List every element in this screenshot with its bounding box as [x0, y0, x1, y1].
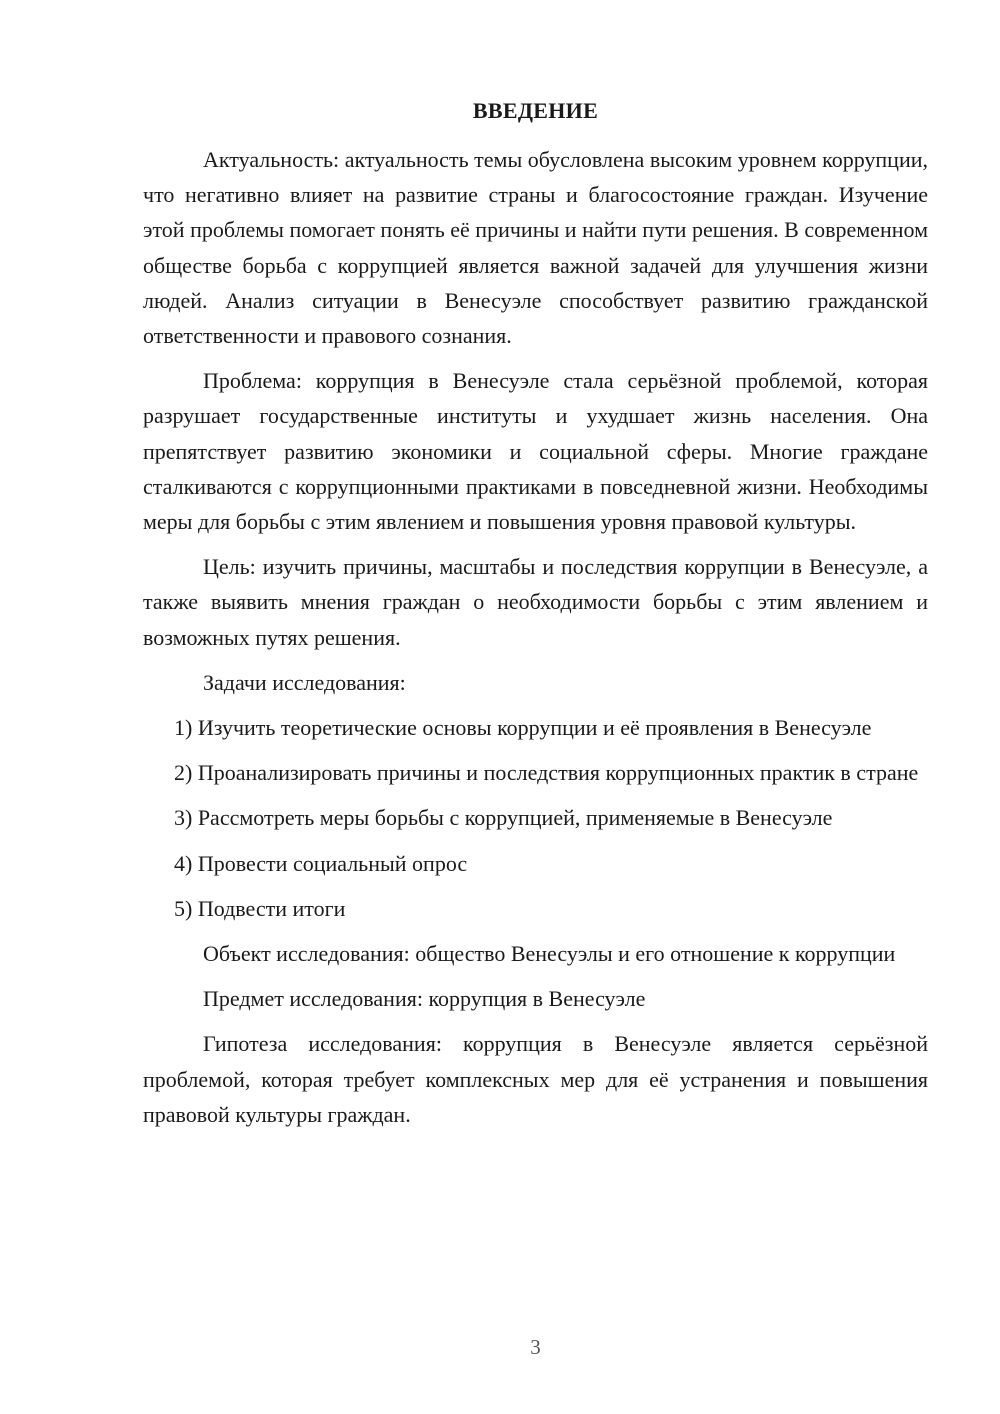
page-number: 3 [530, 1335, 541, 1359]
research-subject-paragraph: Предмет исследования: коррупция в Венесуэле [203, 986, 646, 1012]
goal-paragraph: Цель: изучить причины, масштабы и последствия коррупции в Венесуэле, а также выявить мнения граждан о необходимости борьбы с этим явлением и возможных путях решения. [143, 554, 928, 650]
page-title: ВВЕДЕНИЕ [472, 98, 599, 123]
research-object-paragraph: Объект исследования: общество Венесуэлы и его отношение к коррупции [203, 941, 896, 967]
tasks-heading: Задачи исследования: [203, 669, 406, 695]
document-body [143, 142, 928, 1132]
hypothesis-paragraph: Гипотеза исследования: коррупция в Венесуэле является серьёзной проблемой, которая требует комплексных мер для её устранения и повышения правовой культуры граждан. [143, 1031, 928, 1127]
problem-paragraph: Проблема: коррупция в Венесуэле стала серьёзной проблемой, которая разрушает государственные институты и ухудшает жизнь населения. Она препятствует развитию экономики и социальной сферы. Многие граждане сталкиваются с коррупционными практиками в повседневной жизни. Необходимы меры для борьбы с этим явлением и повышения уровня правовой культуры. [143, 368, 928, 535]
task-item-1: 1) Изучить теоретические основы коррупции и её проявления в Венесуэле [174, 715, 872, 741]
task-item-4: 4) Провести социальный опрос [174, 850, 468, 876]
relevance-paragraph: Актуальность: актуальность темы обусловлена высоким уровнем коррупции, что негативно влияет на развитие страны и благосостояние граждан. Изучение этой проблемы помогает понять её причины и найти пути решения. В современном обществе борьба с коррупцией является важной задачей для улучшения жизни людей. Анализ ситуации в Венесуэле способствует развитию гражданской ответственности и правового сознания. [143, 147, 928, 349]
task-item-2: 2) Проанализировать причины и последствия коррупционных практик в стране [174, 760, 919, 786]
task-item-3: 3) Рассмотреть меры борьбы с коррупцией, применяемые в Венесуэле [174, 805, 833, 831]
document-page [143, 0, 928, 1414]
task-item-5: 5) Подвести итоги [174, 895, 346, 921]
